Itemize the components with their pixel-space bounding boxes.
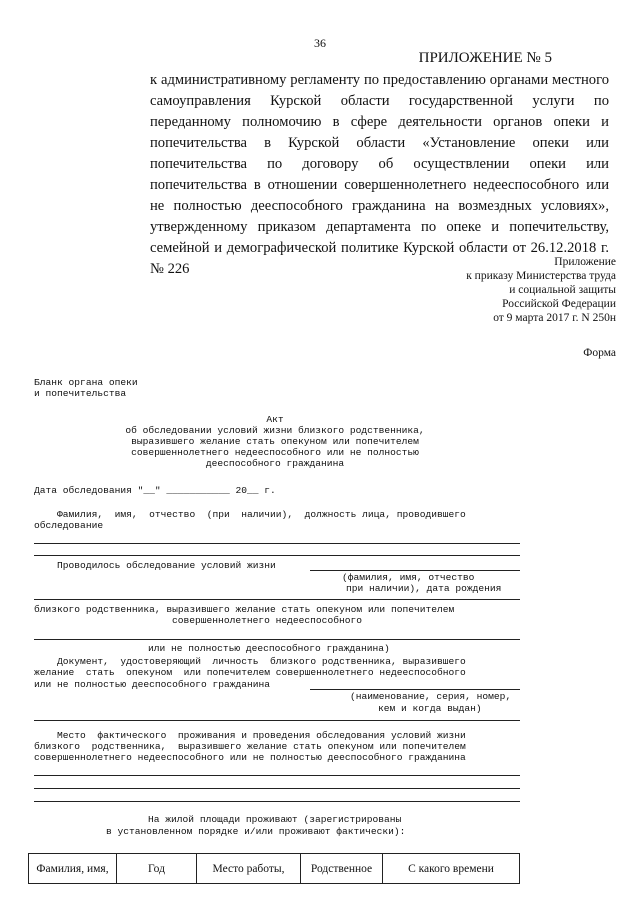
order-line-2: к приказу Министерства труда (466, 270, 616, 282)
order-line-3: и социальной защиты (509, 284, 616, 296)
conducted-hint-2: при наличии), дата рождения (346, 583, 502, 594)
residence-input-line-3[interactable] (34, 801, 520, 802)
exam-date-field[interactable]: Дата обследования "__" ___________ 20__ г. (34, 485, 276, 496)
act-title-line-4: совершеннолетнего недееспособного или не полностью (131, 447, 419, 458)
examiner-input-line-1[interactable] (34, 543, 520, 544)
document-line-3: или не полностью дееспособного гражданина (34, 679, 271, 690)
table-header-row (29, 854, 520, 884)
residence-line-2: близкого родственника, выразившего желание стать опекуном или попечителем (34, 741, 466, 752)
relative-input-line[interactable] (34, 639, 520, 640)
table-header-cell: Год (117, 854, 197, 884)
act-title-line-3: выразившего желание стать опекуном или попечителем (131, 436, 419, 447)
appendix-title: ПРИЛОЖЕНИЕ № 5 (418, 50, 552, 66)
residents-table (28, 853, 520, 884)
document-hint-2: кем и когда выдан) (378, 703, 482, 714)
relative-line-2: совершеннолетнего недееспособного (172, 615, 362, 626)
order-line-1: Приложение (554, 256, 616, 268)
blank-line-2: и попечительства (34, 388, 127, 399)
residence-line-1: Место фактического проживания и проведения обследования условий жизни (34, 730, 466, 741)
form-label: Форма (583, 347, 616, 359)
page-number: 36 (314, 36, 326, 50)
table-header-cell: Место работы, (197, 854, 301, 884)
document-input-line-2[interactable] (34, 720, 520, 721)
conducted-hint-1: (фамилия, имя, отчество (342, 572, 475, 583)
order-line-4: Российской Федерации (502, 298, 616, 310)
act-title-line-2: об обследовании условий жизни близкого родственника, (125, 425, 425, 436)
document-hint-1: (наименование, серия, номер, (350, 691, 512, 702)
conducted-label: Проводилось обследование условий жизни (34, 560, 276, 571)
examiner-line-2: обследование (34, 520, 104, 531)
examiner-input-line-2[interactable] (34, 555, 520, 556)
residence-input-line-2[interactable] (34, 788, 520, 789)
order-line-5: от 9 марта 2017 г. N 250н (493, 312, 616, 324)
residence-line-3: совершеннолетнего недееспособного или не полностью дееспособного гражданина (34, 752, 466, 763)
conducted-input-line-2[interactable] (34, 599, 520, 600)
relative-line-3: или не полностью дееспособного гражданина) (148, 643, 390, 654)
relative-line-1: близкого родственника, выразившего желание стать опекуном или попечителем (34, 604, 455, 615)
conducted-input-line[interactable] (310, 570, 520, 571)
appendix-subtitle (150, 70, 609, 280)
living-space-line-2: в установленном порядке и/или проживают фактически): (106, 826, 406, 837)
document-input-line[interactable] (310, 689, 520, 690)
table-header-cell: С какого времени (383, 854, 520, 884)
document-line-1: Документ, удостоверяющий личность близкого родственника, выразившего (34, 656, 466, 667)
blank-line-1: Бланк органа опеки (34, 377, 138, 388)
residence-input-line-1[interactable] (34, 775, 520, 776)
act-title-line-5: дееспособного гражданина (205, 458, 345, 469)
examiner-line-1: Фамилия, имя, отчество (при наличии), должность лица, проводившего (34, 509, 466, 520)
appendix-subtitle-text: к административному регламенту по предоставлению органами местного самоуправления Курской области государственной услуги по переданному полномочию в сфере деятельности органов опеки и попечительства в Курской области «Установление опеки или попечительства по договору об осуществлении опеки или попечительства в отношении совершеннолетнего недееспособного или не полностью дееспособного гражданина на возмездных условиях», утвержденному приказом департамента по опеке и попечительству, семейной и демографической политике Курской области от 26.12.2018 г. № 226 (150, 72, 609, 277)
table-header-cell: Родственное (301, 854, 383, 884)
living-space-line-1: На жилой площади проживают (зарегистрированы (148, 814, 402, 825)
table-header-cell: Фамилия, имя, (29, 854, 117, 884)
document-line-2: желание стать опекуном или попечителем совершеннолетнего недееспособного (34, 667, 466, 678)
act-title: Акт (266, 414, 284, 425)
